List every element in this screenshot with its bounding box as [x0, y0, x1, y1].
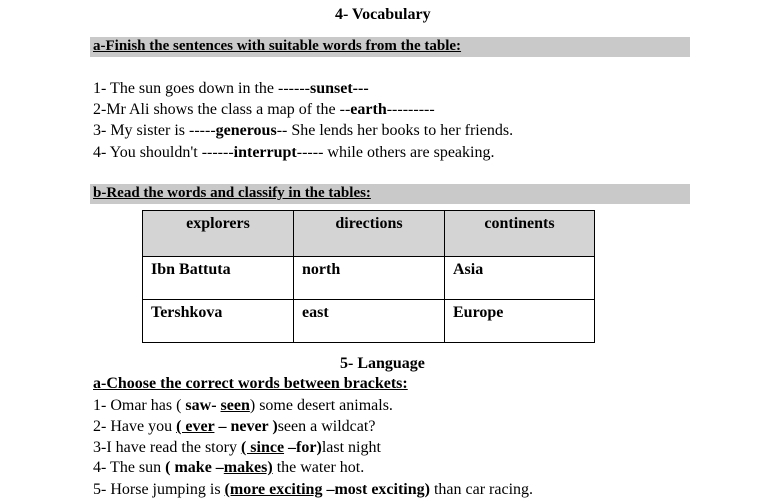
language-item-5: 5- Horse jumping is (more exciting –most exciting) than car racing.: [93, 481, 534, 498]
chosen-answer: ( ever: [176, 418, 215, 435]
vocab-sentence-4: 4- You shouldn't ------interrupt----- while others are speaking.: [93, 144, 495, 161]
classify-table: [142, 210, 595, 343]
language-item-4: 4- The sun ( make –makes) the water hot.: [93, 459, 365, 476]
table-cell: Europe: [445, 300, 595, 343]
table-cell: Ibn Battuta: [143, 257, 294, 300]
table-header-row: [143, 211, 595, 257]
language-item-2: 2- Have you ( ever – never )seen a wildcat?: [93, 418, 376, 435]
chosen-answer: (more exciting: [224, 481, 323, 498]
part-a-heading-bar: [90, 37, 690, 57]
language-part-a-heading: a-Choose the correct words between brackets:: [93, 375, 408, 392]
part-b-heading-bar: [90, 184, 690, 204]
answer: earth: [350, 101, 387, 118]
table-row: [143, 300, 595, 343]
cropped-previous-line: [170, 0, 196, 6]
part-b-heading: b-Read the words and classify in the tables:: [93, 185, 371, 201]
section-4-title: 4- Vocabulary: [335, 6, 431, 23]
language-item-3: 3-I have read the story ( since –for)last night: [93, 439, 381, 456]
answer: generous: [215, 122, 277, 139]
chosen-answer: ( since: [240, 439, 285, 456]
part-a-heading: a-Finish the sentences with suitable words from the table:: [93, 38, 462, 54]
table-cell: east: [294, 300, 445, 343]
vocab-sentence-3: 3- My sister is -----generous-- She lends her books to her friends.: [93, 122, 514, 139]
column-header: continents: [445, 211, 595, 257]
chosen-answer: makes): [223, 459, 273, 476]
language-item-1: 1- Omar has ( saw- seen) some desert animals.: [93, 397, 393, 414]
column-header: directions: [294, 211, 445, 257]
table-cell: Tershkova: [143, 300, 294, 343]
vocab-sentence-1: 1- The sun goes down in the ------sunset---: [93, 80, 369, 97]
answer: sunset: [309, 80, 353, 97]
section-5-title: 5- Language: [340, 355, 425, 372]
answer: interrupt: [233, 144, 297, 161]
table-cell: Asia: [445, 257, 595, 300]
vocab-sentence-2: 2-Mr Ali shows the class a map of the --earth---------: [93, 101, 435, 118]
column-header: explorers: [143, 211, 294, 257]
table-row: [143, 257, 595, 300]
table-cell: north: [294, 257, 445, 300]
chosen-answer: seen: [220, 397, 250, 414]
